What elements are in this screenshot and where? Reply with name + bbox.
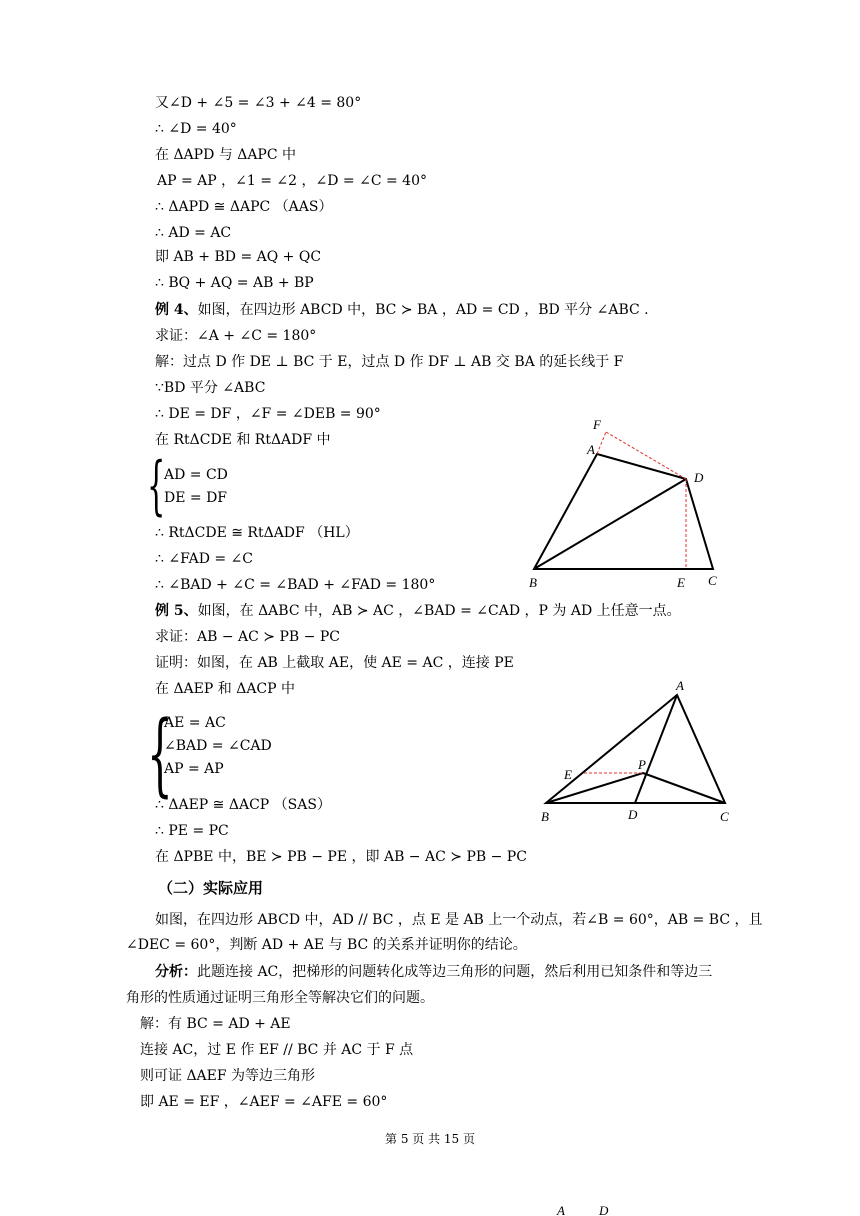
proof-line: 在 ΔAEP 和 ΔACP 中 xyxy=(155,681,296,697)
example5-label: 例 5、 xyxy=(155,603,198,619)
dashed-af xyxy=(597,432,606,454)
page-footer: 第 5 页 共 15 页 xyxy=(385,1132,475,1146)
label-e: E xyxy=(677,575,685,590)
figure-trapezoid-partial xyxy=(550,1200,630,1216)
brace: { xyxy=(147,449,166,523)
proof-line: AE = AC xyxy=(164,715,226,731)
label-b: B xyxy=(529,575,537,590)
proof-line: 在 ΔPBE 中，BE ≻ PB − PE ，即 AB − AC ≻ PB − PC xyxy=(155,849,527,865)
analysis-line: 角形的性质通过证明三角形全等解决它们的问题。 xyxy=(126,990,434,1006)
solution-line: 解：有 BC = AD + AE xyxy=(140,1016,291,1032)
proof-line: 即 AB + BD = AQ + QC xyxy=(155,249,322,265)
label-a: A xyxy=(676,678,684,693)
diagonal-bd xyxy=(534,479,686,569)
proof-line: ∴ ∠BAD + ∠C = ∠BAD + ∠FAD = 180° xyxy=(155,577,436,593)
dashed-df xyxy=(606,432,686,479)
figure-quadrilateral xyxy=(520,415,730,595)
label-a: A xyxy=(557,1203,565,1216)
proof-line: ∴ ∠FAD = ∠C xyxy=(155,551,253,567)
analysis-line: 分析：此题连接 AC，把梯形的问题转化成等边三角形的问题，然后利用已知条件和等边三 xyxy=(155,964,713,980)
proof-line: ∴ RtΔCDE ≅ RtΔADF （HL） xyxy=(155,525,359,541)
proof-line: ∴ PE = PC xyxy=(155,823,229,839)
example4-statement: 例 4、如图，在四边形 ABCD 中，BC ≻ BA ，AD = CD ，BD 平分 ∠ABC . xyxy=(155,302,649,318)
proof-line: ∵BD 平分 ∠ABC xyxy=(155,380,266,396)
brace: { xyxy=(147,702,173,807)
label-e: E xyxy=(564,767,572,782)
label-c: C xyxy=(708,573,717,588)
proof-line: 在 ΔAPD 与 ΔAPC 中 xyxy=(155,147,297,163)
label-p: P xyxy=(638,757,646,772)
proof-line: 求证：AB − AC ≻ PB − PC xyxy=(155,629,340,645)
figure-triangle xyxy=(530,675,740,830)
example4-label: 例 4、 xyxy=(155,302,198,318)
proof-line: AD = CD xyxy=(164,467,228,483)
proof-line: AP = AP ，∠1 = ∠2 ，∠D = ∠C = 40° xyxy=(157,173,427,189)
proof-line: ∴ BQ + AQ = AB + BP xyxy=(155,275,314,291)
proof-line: 求证：∠A + ∠C = 180° xyxy=(155,328,317,344)
proof-line: 又∠D + ∠5 = ∠3 + ∠4 = 80° xyxy=(155,95,362,111)
problem-line: ∠DEC = 60°，判断 AD + AE 与 BC 的关系并证明你的结论。 xyxy=(126,937,527,953)
label-d: D xyxy=(694,470,704,485)
solution-line: 即 AE = EF ，∠AEF = ∠AFE = 60° xyxy=(140,1094,388,1110)
triangle-outline xyxy=(546,695,725,803)
proof-line: ∴ DE = DF ，∠F = ∠DEB = 90° xyxy=(155,406,381,422)
segment-bp xyxy=(546,773,643,803)
analysis-label: 分析： xyxy=(155,964,197,980)
problem-line: 如图，在四边形 ABCD 中，AD // BC ，点 E 是 AB 上一个动点，若∠B = 60°，AB = BC ，且 xyxy=(155,912,763,928)
proof-line: 在 RtΔCDE 和 RtΔADF 中 xyxy=(155,432,331,448)
proof-line: ∠BAD = ∠CAD xyxy=(164,738,272,754)
label-b: B xyxy=(541,809,549,824)
label-a: A xyxy=(587,442,595,457)
solution-line: 则可证 ΔAEF 为等边三角形 xyxy=(140,1068,316,1084)
label-c: C xyxy=(720,809,729,824)
proof-line: ∴ ΔAPD ≅ ΔAPC （AAS） xyxy=(155,199,333,215)
proof-line: ∴ AD = AC xyxy=(155,225,232,241)
proof-line: 证明：如图，在 AB 上截取 AE，使 AE = AC ，连接 PE xyxy=(155,655,514,671)
solution-line: 连接 AC，过 E 作 EF // BC 并 AC 于 F 点 xyxy=(140,1042,414,1058)
proof-line: ∴ ∠D = 40° xyxy=(155,121,237,137)
label-d: D xyxy=(628,807,638,822)
proof-line: AP = AP xyxy=(164,761,224,777)
proof-line: DE = DF xyxy=(164,490,228,506)
section-heading: （二）实际应用 xyxy=(158,879,264,897)
label-d: D xyxy=(599,1203,609,1216)
proof-line: 解：过点 D 作 DE ⊥ BC 于 E，过点 D 作 DF ⊥ AB 交 BA 的延长线于 F xyxy=(155,354,624,370)
example5-statement: 例 5、如图，在 ΔABC 中，AB ≻ AC ，∠BAD = ∠CAD ，P 为 AD 上任意一点。 xyxy=(155,603,681,619)
proof-line: ∴ ΔAEP ≅ ΔACP （SAS） xyxy=(155,797,331,813)
label-f: F xyxy=(593,417,601,432)
